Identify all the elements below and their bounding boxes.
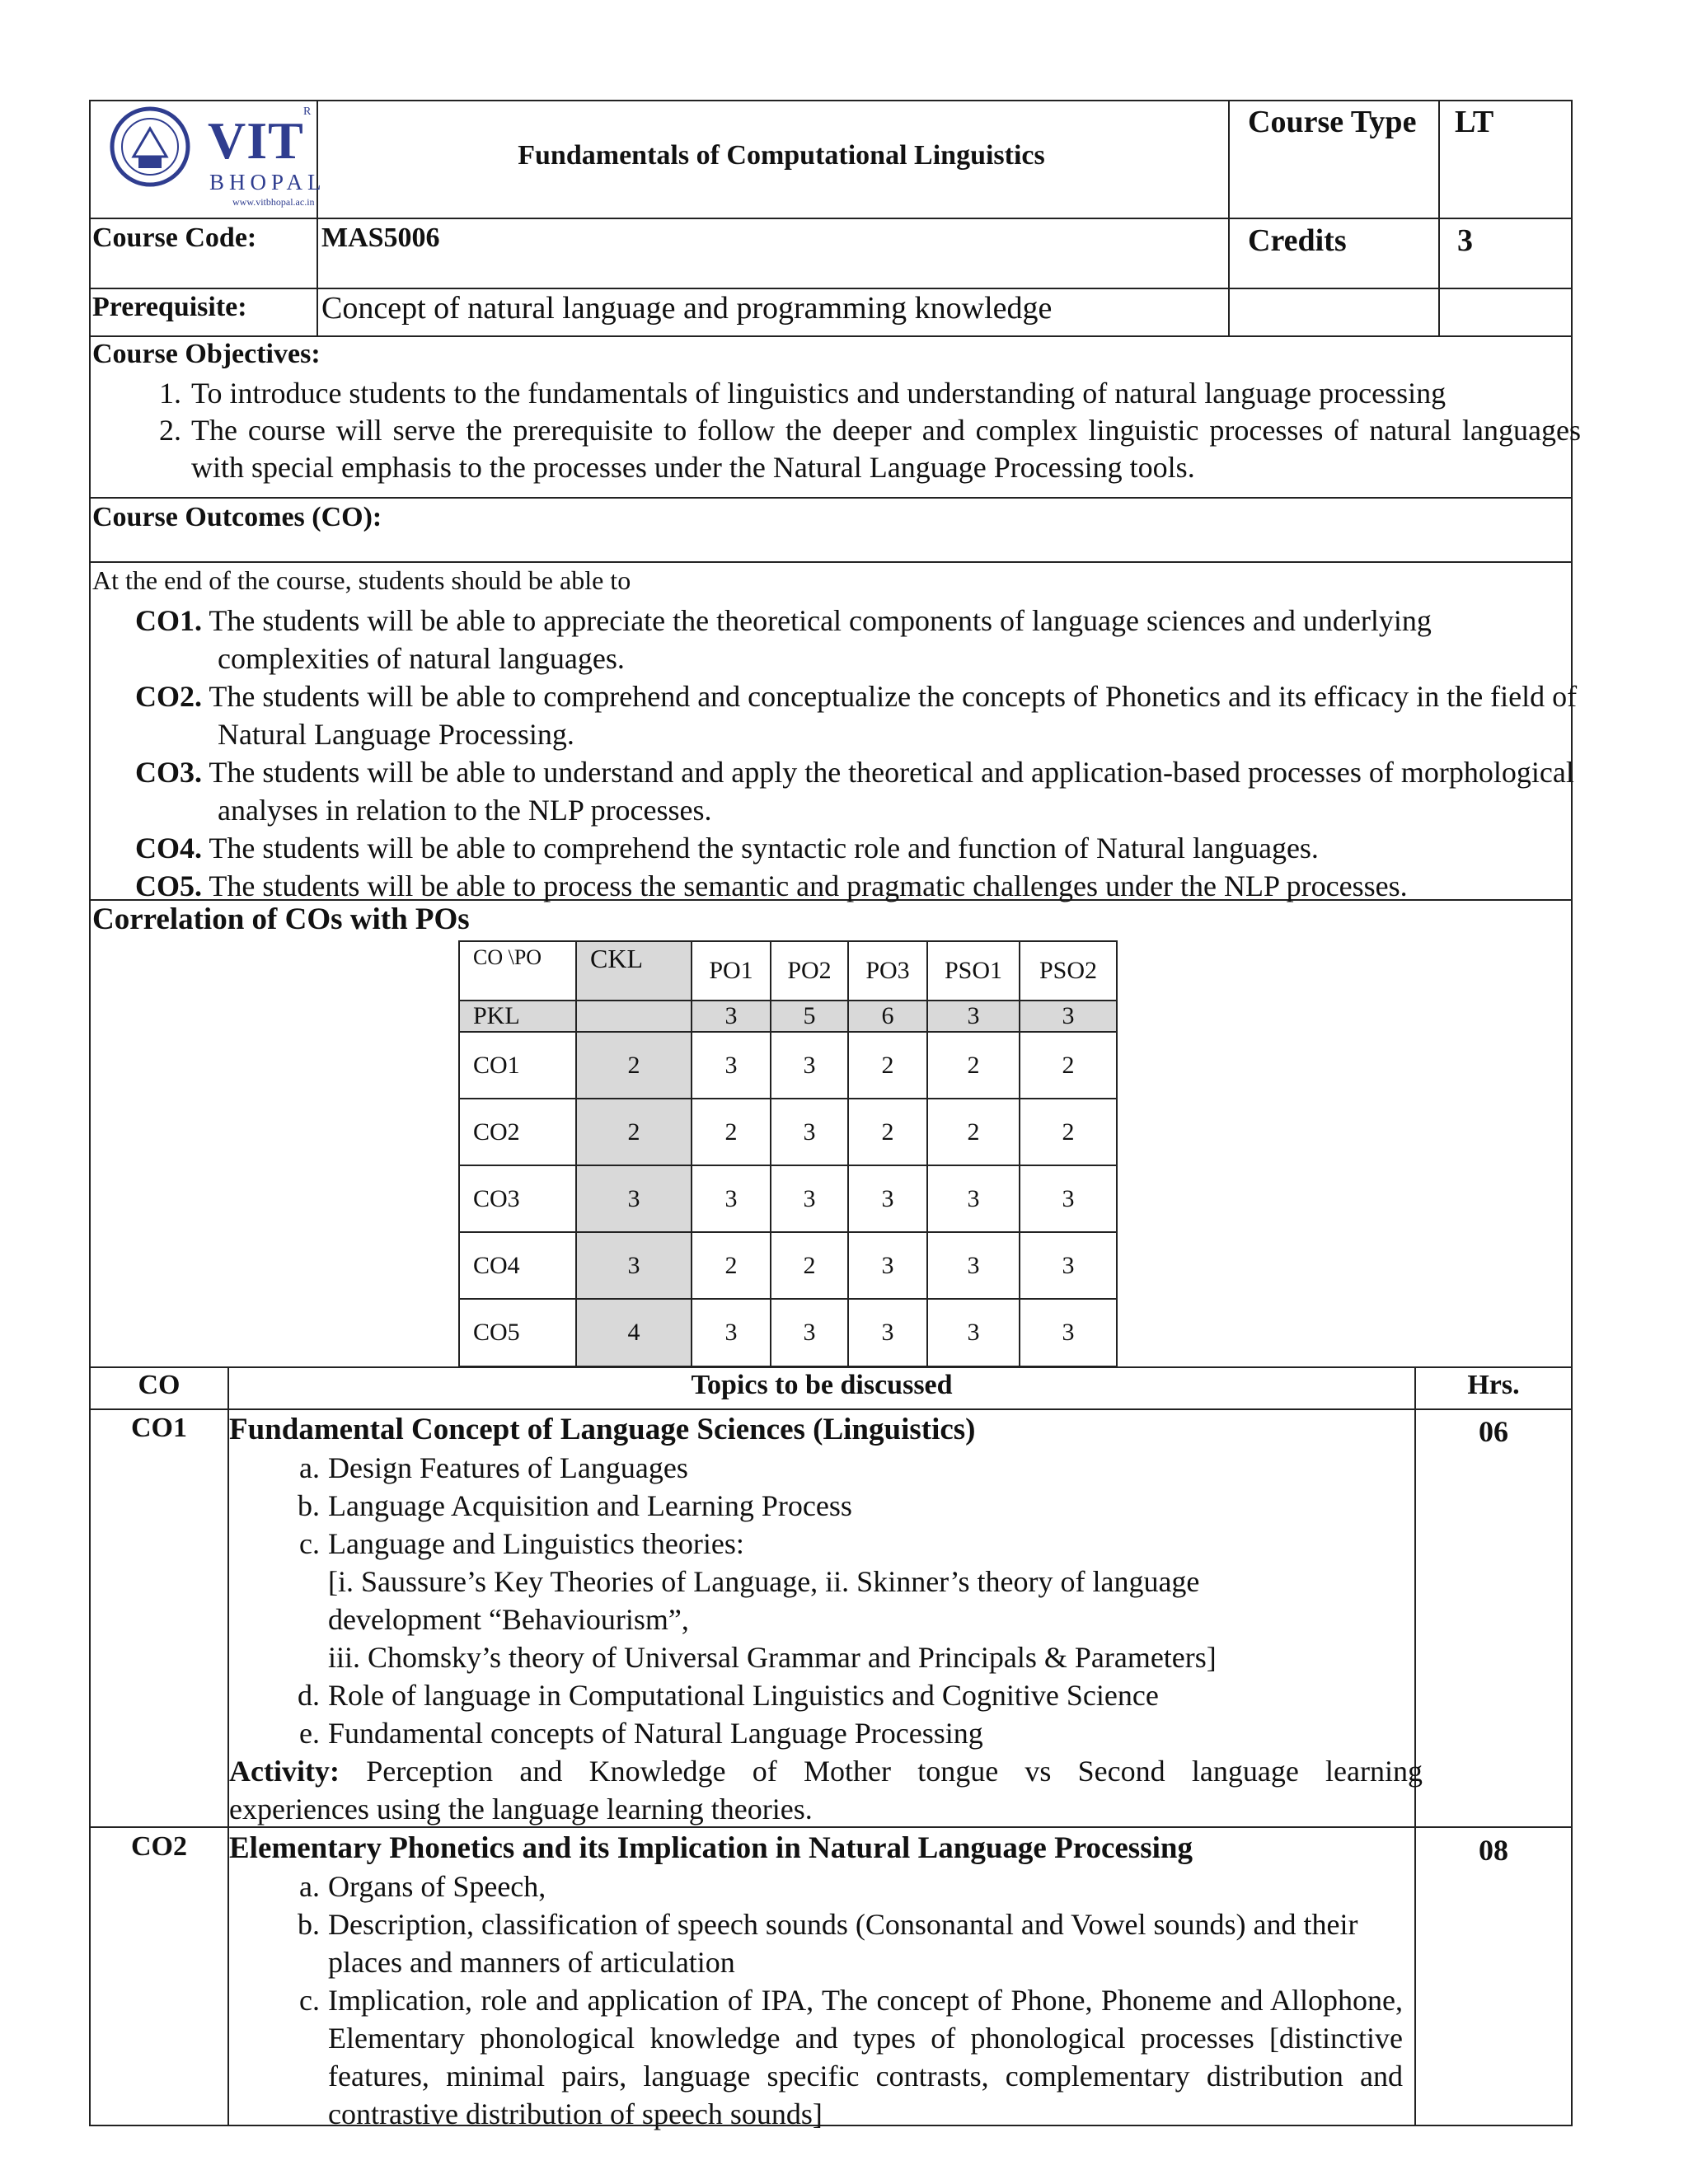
logo-text: VIT: [208, 111, 304, 170]
list-item: CO5. The students will be able to process the semantic and pragmatic challenges under the NLP processes.: [135, 869, 1408, 902]
correlation-table: [458, 940, 1118, 1367]
table-row: [459, 1001, 1117, 1032]
list-item: 2. The course will serve the prerequisite to follow the deeper and complex linguistic processes of natural languages with special emphasis to the processes under the Natural Language Processing tools.: [159, 414, 1581, 484]
table-cell: 3: [771, 1165, 848, 1232]
table-cell: 3: [692, 1032, 771, 1099]
unit-co-label: CO1: [131, 1413, 187, 1443]
table-border: [89, 218, 1573, 219]
table-cell: 3: [848, 1165, 927, 1232]
list-item: a. Design Features of Languages: [299, 1451, 688, 1484]
table-cell: 3: [771, 1099, 848, 1165]
table-cell: 3: [848, 1299, 927, 1366]
list-item: [i. Saussure’s Key Theories of Language, ii. Skinner’s theory of language development “Behaviourism”,: [328, 1565, 1200, 1636]
unit-topics: [229, 1830, 1403, 2133]
outcomes-list: [135, 602, 1578, 905]
course-type-label: Course Type: [1248, 105, 1417, 139]
table-border: [89, 497, 1573, 499]
table-cell: 3: [927, 1001, 1020, 1032]
table-cell: 5: [771, 1001, 848, 1032]
table-header-cell: CKL: [576, 941, 692, 1001]
table-cell: 3: [848, 1232, 927, 1299]
list-item: b. Language Acquisition and Learning Process: [298, 1489, 852, 1522]
table-border: [89, 1408, 1573, 1410]
table-cell: 2: [576, 1099, 692, 1165]
correlation-heading: Correlation of COs with POs: [92, 902, 470, 936]
outcomes-heading: Course Outcomes (CO):: [92, 502, 382, 532]
activity-continued: experiences using the language learning theories.: [229, 1793, 813, 1825]
prerequisite-value: Concept of natural language and programming knowledge: [321, 291, 1053, 326]
list-item: b. Description, classification of speech sounds (Consonantal and Vowel sounds) and their places and manners of articulation: [298, 1908, 1358, 1979]
table-border: [89, 561, 1573, 563]
table-border: [316, 100, 318, 337]
list-item: c. Language and Linguistics theories:: [299, 1527, 744, 1560]
list-item: CO4. The students will be able to comprehend the syntactic role and function of Natural languages.: [135, 832, 1319, 865]
col-co-header: CO: [138, 1370, 181, 1400]
table-header-row: [459, 941, 1117, 1001]
table-header-cell: CO \PO: [459, 941, 576, 1001]
objectives-heading: Course Objectives:: [92, 339, 321, 369]
table-header-cell: PSO2: [1020, 941, 1117, 1001]
table-cell: 3: [692, 1299, 771, 1366]
objectives-list: [138, 375, 1581, 486]
table-header-cell: PO1: [692, 941, 771, 1001]
table-cell: 6: [848, 1001, 927, 1032]
table-cell: 2: [848, 1032, 927, 1099]
unit-title: Elementary Phonetics and its Implication in Natural Language Processing: [229, 1831, 1193, 1865]
table-row: [459, 1165, 1117, 1232]
table-cell: 2: [576, 1032, 692, 1099]
table-cell: 2: [927, 1099, 1020, 1165]
prerequisite-label: Prerequisite:: [92, 292, 247, 322]
table-cell: 3: [927, 1299, 1020, 1366]
list-item: iii. Chomsky’s theory of Universal Grammar and Principals & Parameters]: [328, 1641, 1217, 1674]
course-type-value: LT: [1455, 105, 1494, 139]
credits-label: Credits: [1248, 223, 1347, 258]
table-border: [89, 100, 91, 2126]
table-border: [89, 288, 1573, 289]
list-item: CO3. The students will be able to understand and apply the theoretical and application-based processes of morphological analyses in relation to the NLP processes.: [135, 756, 1574, 827]
table-border: [89, 335, 1573, 337]
table-row: [459, 1299, 1117, 1366]
table-cell: CO1: [459, 1032, 576, 1099]
table-cell: 3: [771, 1032, 848, 1099]
table-cell: 2: [692, 1232, 771, 1299]
table-cell: PKL: [459, 1001, 576, 1032]
table-border: [1228, 100, 1230, 337]
table-cell: CO5: [459, 1299, 576, 1366]
list-item: CO2. The students will be able to comprehend and conceptualize the concepts of Phonetics and its efficacy in the field of Natural Language Processing.: [135, 680, 1578, 751]
list-item: CO1. The students will be able to appreciate the theoretical components of language sciences and underlying complexities of natural languages.: [135, 604, 1432, 675]
unit-hours: 06: [1479, 1415, 1508, 1448]
course-code-label: Course Code:: [92, 223, 257, 253]
table-header-cell: PO3: [848, 941, 927, 1001]
course-code-value: MAS5006: [321, 223, 440, 253]
table-cell: 2: [771, 1232, 848, 1299]
list-item: 1. To introduce students to the fundamentals of linguistics and understanding of natural language processing: [159, 377, 1447, 410]
unit-hours: 08: [1479, 1834, 1508, 1867]
table-cell: 3: [927, 1165, 1020, 1232]
table-cell: 2: [1020, 1099, 1117, 1165]
credits-value: 3: [1457, 223, 1473, 258]
table-cell: CO4: [459, 1232, 576, 1299]
activity: Activity: Perception and Knowledge of Mother tongue vs Second language learning: [229, 1755, 1423, 1788]
table-cell: 3: [692, 1001, 771, 1032]
unit-title: Fundamental Concept of Language Sciences (Linguistics): [229, 1413, 976, 1446]
table-cell: 3: [927, 1232, 1020, 1299]
table-cell: 3: [1020, 1165, 1117, 1232]
table-cell: 3: [1020, 1299, 1117, 1366]
unit-topics: [229, 1411, 1423, 1828]
list-item: c. Implication, role and application of IPA, The concept of Phone, Phoneme and Allophone, Elementary phonological knowledge and types of phonological processes [distinctive features, minimal pairs, language specific contrasts, complementary distribution and contrastive distribution of speech sounds]: [299, 1984, 1403, 2130]
table-cell: 2: [927, 1032, 1020, 1099]
table-cell: 2: [692, 1099, 771, 1165]
list-item: a. Organs of Speech,: [299, 1870, 546, 1903]
table-cell: CO2: [459, 1099, 576, 1165]
col-hrs-header: Hrs.: [1467, 1370, 1520, 1400]
col-topics-header: Topics to be discussed: [691, 1370, 953, 1400]
university-seal-icon: [109, 105, 191, 188]
table-cell: 3: [1020, 1001, 1117, 1032]
course-title: Fundamentals of Computational Linguistics: [518, 140, 1045, 171]
table-border: [89, 100, 1573, 101]
table-cell: 3: [771, 1299, 848, 1366]
table-row: [459, 1099, 1117, 1165]
table-cell: 3: [576, 1165, 692, 1232]
table-row: [459, 1232, 1117, 1299]
table-cell: 2: [1020, 1032, 1117, 1099]
table-header-cell: PSO1: [927, 941, 1020, 1001]
table-cell: 3: [692, 1165, 771, 1232]
table-cell: 3: [576, 1232, 692, 1299]
table-cell: CO3: [459, 1165, 576, 1232]
registered-mark: R: [303, 105, 312, 118]
table-border: [1438, 100, 1440, 337]
table-cell: [576, 1001, 692, 1032]
vit-bhopal-logo: [109, 105, 326, 209]
list-item: e. Fundamental concepts of Natural Language Processing: [299, 1717, 983, 1750]
logo-subtext: BHOPAL: [209, 170, 326, 194]
outcomes-intro: At the end of the course, students should be able to: [92, 565, 631, 595]
table-cell: 4: [576, 1299, 692, 1366]
table-row: [459, 1032, 1117, 1099]
list-item: d. Role of language in Computational Linguistics and Cognitive Science: [298, 1679, 1159, 1712]
table-cell: 3: [1020, 1232, 1117, 1299]
table-cell: 2: [848, 1099, 927, 1165]
unit-co-label: CO2: [131, 1831, 187, 1862]
logo-url: www.vitbhopal.ac.in: [232, 196, 315, 208]
table-header-cell: PO2: [771, 941, 848, 1001]
